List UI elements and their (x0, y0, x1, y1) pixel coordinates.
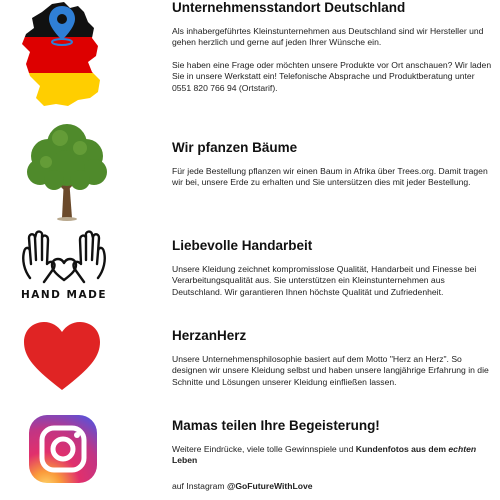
section-herzanherz (0, 318, 500, 398)
section-trees (0, 118, 500, 224)
section-instagram (0, 412, 500, 496)
section-location (0, 0, 500, 112)
germany-map-location-pin-icon (14, 0, 114, 110)
red-heart-icon (22, 320, 102, 392)
section-title: Unternehmensstandort Deutschland (172, 0, 406, 15)
section-paragraph: Weitere Eindrücke, viele tolle Gewinnspiele und Kundenfotos aus dem echten Leben (172, 444, 477, 466)
section-title: HerzanHerz (172, 328, 247, 343)
tree-icon (22, 118, 112, 222)
instagram-handle-link[interactable]: @GoFutureWithLove (226, 480, 313, 491)
section-title: Mamas teilen Ihre Begeisterung! (172, 418, 380, 433)
section-title: Liebevolle Handarbeit (172, 238, 313, 253)
section-paragraph: auf Instagram @GoFutureWithLove (172, 480, 313, 491)
section-handmade (0, 230, 500, 300)
handmade-hands-heart-icon (16, 230, 112, 302)
section-paragraph: Sie haben eine Frage oder möchten unsere Produkte vor Ort anschauen? Wir laden Sie in unsere Werkstatt ein! Telefonische Absprache und Produktberatung unter 0551 820 766 94 (Ortstarif). (172, 59, 492, 93)
section-title: Wir pfanzen Bäume (172, 140, 298, 155)
instagram-icon[interactable] (28, 414, 98, 484)
section-paragraph: Unsere Unternehmensphilosophie basiert auf dem Motto "Herz an Herz". So designen wir unsere Kleidung selbst und haben unsere langjährige Erfahrung in die Schnitte und Lösungen unserer Kleidung einfließen lassen. (172, 354, 489, 387)
handmade-label: HAND MADE (20, 289, 108, 301)
section-paragraph: Unsere Kleidung zeichnet kompromisslose Qualität, Handarbeit und Finesse bei Verarbeitungsqualität aus. Sie unterstützen ein Kleinstunternehmen aus Deutschland. Wir garantieren Ihnen höchste Qualität und Zufriedenheit. (172, 264, 477, 297)
section-paragraph: Als inhabergeführtes Kleinstunternehmen aus Deutschland sind wir Hersteller und gehen herzlich und gerne auf jeden Ihrer Wünsche ein. (172, 26, 484, 48)
section-paragraph: Für jede Bestellung pflanzen wir einen Baum in Afrika über Trees.org. Damit tragen wir bei, unsere Erde zu erhalten und Sie untersützen dies mit jeder Bestellung. (172, 166, 488, 188)
